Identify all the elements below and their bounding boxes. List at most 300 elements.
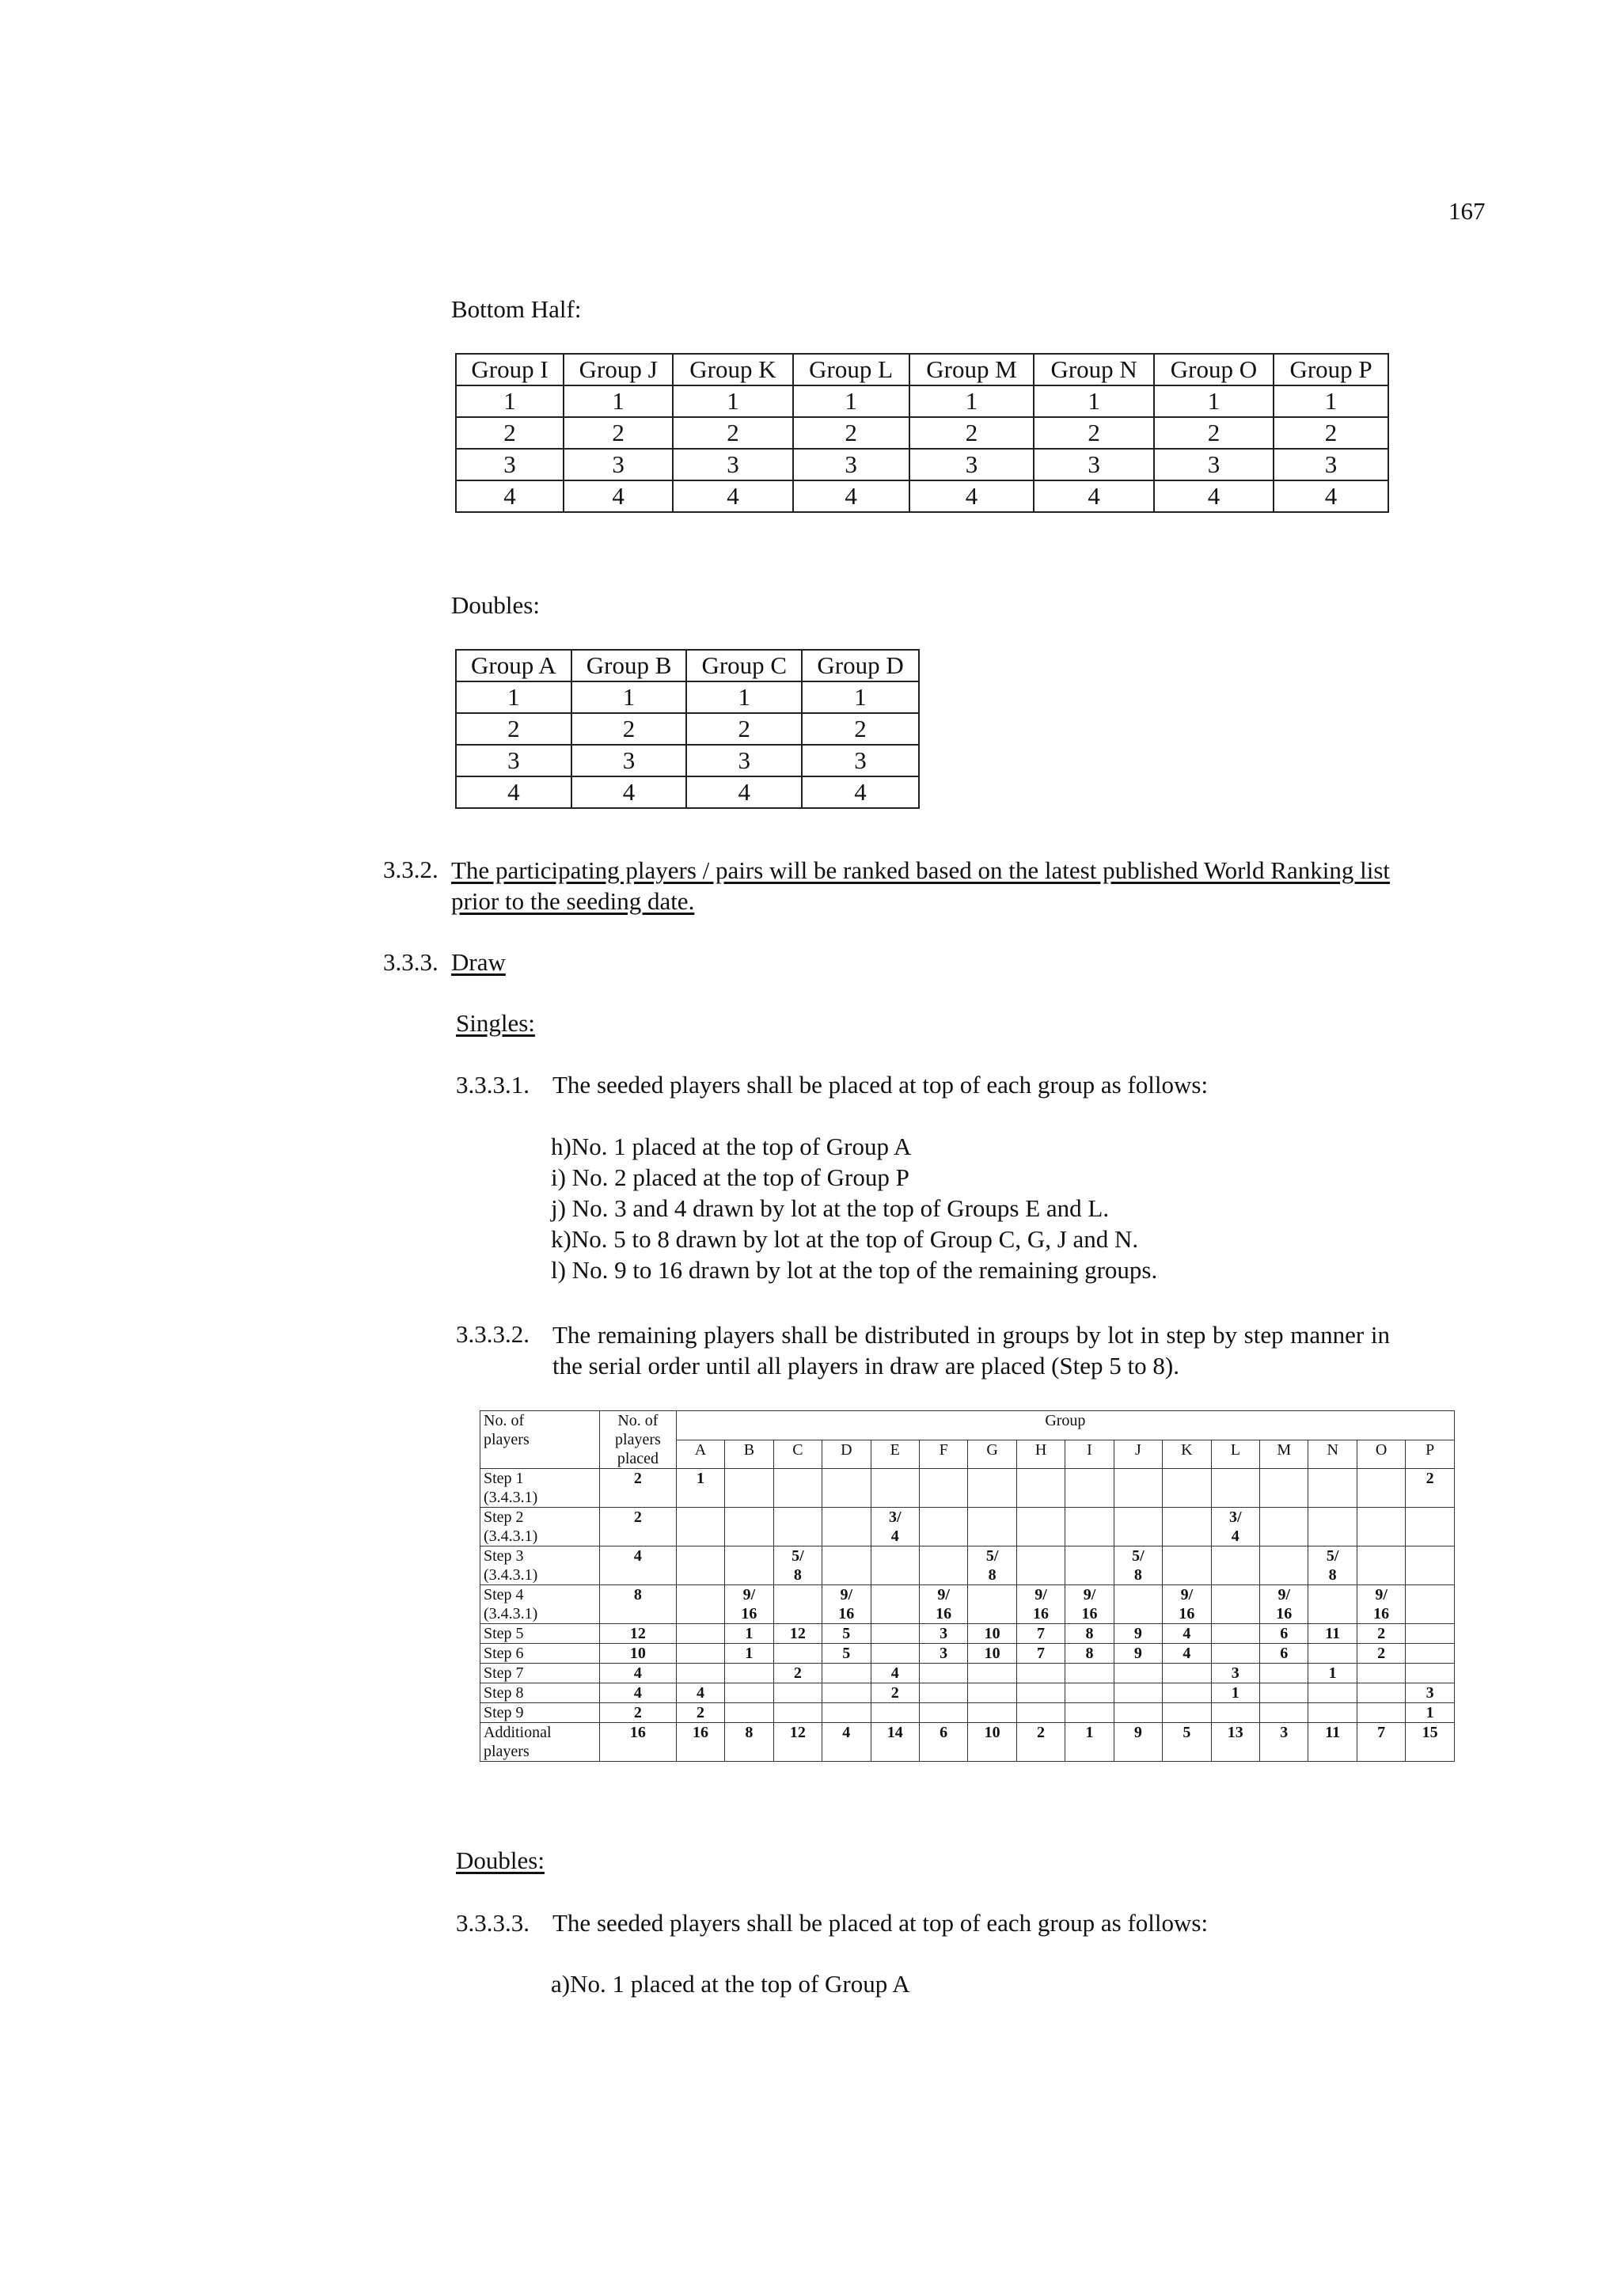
group-column-header: E <box>871 1440 919 1469</box>
cell-line: 9/ <box>1277 1586 1291 1603</box>
table-cell: 2 <box>456 713 571 745</box>
group-cell <box>919 1664 967 1683</box>
table-cell: 1 <box>909 385 1034 417</box>
group-cell <box>1065 1664 1114 1683</box>
table-row <box>480 1585 1455 1624</box>
step-label <box>480 1664 600 1683</box>
table-cell: 1 <box>1154 385 1274 417</box>
header-row <box>480 1411 1455 1440</box>
group-column-header: P <box>1406 1440 1455 1469</box>
table-row <box>480 1723 1455 1762</box>
cell-line: Step 2 <box>484 1509 524 1526</box>
group-cell <box>871 1546 919 1585</box>
group-cell <box>1260 1624 1308 1644</box>
group-cell <box>1260 1469 1308 1508</box>
group-cell <box>725 1469 773 1508</box>
table-row <box>456 713 919 745</box>
table-cell: 1 <box>456 681 571 713</box>
players-placed: 2 <box>600 1469 677 1508</box>
table-cell: 2 <box>571 713 687 745</box>
group-column-header: H <box>1016 1440 1065 1469</box>
group-cell <box>1016 1644 1065 1664</box>
step-label <box>480 1644 600 1664</box>
group-cell <box>1357 1546 1405 1585</box>
cell-line: 9/ <box>742 1586 756 1603</box>
group-cell <box>1065 1644 1114 1664</box>
step-label <box>480 1469 600 1508</box>
cell-line: 8 <box>793 1566 802 1584</box>
group-cell <box>1357 1723 1405 1762</box>
table-cell: 3 <box>673 449 792 480</box>
group-cell <box>1260 1723 1308 1762</box>
group-cell <box>968 1723 1016 1762</box>
cell-line: 2 <box>1037 1724 1046 1741</box>
table-cell: 3 <box>456 449 564 480</box>
table-cell: 3 <box>564 449 673 480</box>
table-cell: 1 <box>456 385 564 417</box>
group-cell <box>968 1624 1016 1644</box>
group-cell <box>1357 1664 1405 1683</box>
cell-line: 8 <box>1133 1566 1142 1584</box>
group-cell <box>871 1624 919 1644</box>
table-cell: 2 <box>1154 417 1274 449</box>
cell-line: 4 <box>1183 1625 1191 1642</box>
cell-line: 2 <box>1425 1470 1434 1487</box>
draw-distribution-table <box>480 1410 1455 1762</box>
cell-line: 4 <box>696 1684 704 1702</box>
cell-line: 6 <box>1280 1645 1289 1662</box>
group-cell <box>1114 1664 1162 1683</box>
group-cell <box>822 1703 871 1723</box>
group-cell <box>871 1585 919 1624</box>
group-cell <box>1114 1469 1162 1508</box>
group-column-header: O <box>1357 1440 1405 1469</box>
column-header: Group P <box>1274 354 1388 385</box>
group-cell <box>1211 1723 1259 1762</box>
group-cell <box>1016 1703 1065 1723</box>
group-cell <box>1163 1469 1211 1508</box>
column-header: Group M <box>909 354 1034 385</box>
players-placed: 4 <box>600 1683 677 1703</box>
group-cell <box>773 1664 822 1683</box>
group-cell <box>1308 1546 1357 1585</box>
group-cell <box>1406 1508 1455 1546</box>
group-cell <box>1163 1644 1211 1664</box>
group-cell <box>1016 1585 1065 1624</box>
group-cell <box>1065 1508 1114 1546</box>
group-cell <box>919 1644 967 1664</box>
group-column-header: B <box>725 1440 773 1469</box>
group-cell <box>1211 1683 1259 1703</box>
section-3-3-2-text: The participating players / pairs will be ranked based on the latest published World Ranking list prior to the seeding date. <box>451 856 1390 915</box>
group-cell <box>1163 1546 1211 1585</box>
cell-line: 12 <box>789 1625 806 1642</box>
cell-line: 16 <box>741 1605 757 1622</box>
table-row <box>456 776 919 808</box>
group-column-header: D <box>822 1440 871 1469</box>
group-cell <box>1308 1585 1357 1624</box>
group-cell <box>1114 1703 1162 1723</box>
cell-line: 3 <box>1425 1684 1434 1702</box>
cell-line: 9/ <box>937 1586 950 1603</box>
cell-line: 3/ <box>888 1509 902 1526</box>
cell-line: 3/ <box>1229 1509 1242 1526</box>
step-label <box>480 1624 600 1644</box>
group-cell <box>1406 1469 1455 1508</box>
cell-line: 9/ <box>1034 1586 1047 1603</box>
cell-line: 9 <box>1133 1625 1142 1642</box>
step-label <box>480 1585 600 1624</box>
group-cell <box>773 1703 822 1723</box>
cell-line: 1 <box>1425 1704 1434 1721</box>
group-cell <box>773 1644 822 1664</box>
page-number: 167 <box>1448 197 1486 225</box>
group-cell <box>1065 1585 1114 1624</box>
column-header: Group L <box>793 354 909 385</box>
table-cell: 4 <box>793 480 909 512</box>
group-cell <box>1260 1585 1308 1624</box>
group-cell <box>1406 1585 1455 1624</box>
table-cell: 1 <box>673 385 792 417</box>
cell-line: 9/ <box>1375 1586 1388 1603</box>
group-cell <box>1260 1546 1308 1585</box>
table-cell: 4 <box>1154 480 1274 512</box>
cell-line: 5 <box>1183 1724 1191 1741</box>
group-cell <box>1308 1508 1357 1546</box>
cell-line: 6 <box>940 1724 948 1741</box>
group-cell <box>1114 1585 1162 1624</box>
cell-line: 2 <box>890 1684 899 1702</box>
group-cell <box>1260 1664 1308 1683</box>
group-column-header: G <box>968 1440 1016 1469</box>
cell-line: 13 <box>1227 1724 1243 1741</box>
group-cell <box>1163 1664 1211 1683</box>
group-cell <box>871 1723 919 1762</box>
cell-line: 8 <box>1085 1645 1094 1662</box>
table-row <box>456 681 919 713</box>
cell-line: 5/ <box>792 1547 804 1565</box>
cell-line: 9/ <box>1083 1586 1096 1603</box>
players-placed: 12 <box>600 1624 677 1644</box>
step-label <box>480 1723 600 1762</box>
table-cell: 4 <box>564 480 673 512</box>
group-cell <box>725 1683 773 1703</box>
cell-line: 9 <box>1133 1724 1142 1741</box>
group-cell <box>1357 1683 1405 1703</box>
group-cell <box>1114 1546 1162 1585</box>
column-header: Group I <box>456 354 564 385</box>
group-cell <box>822 1508 871 1546</box>
group-cell <box>919 1703 967 1723</box>
cell-line: 3 <box>1280 1724 1289 1741</box>
group-cell <box>968 1664 1016 1683</box>
group-cell <box>1357 1644 1405 1664</box>
table-row <box>480 1683 1455 1703</box>
table-cell: 3 <box>1154 449 1274 480</box>
cell-line: 11 <box>1325 1625 1341 1642</box>
column-header: Group O <box>1154 354 1274 385</box>
section-3-3-3-3-text: The seeded players shall be placed at top of each group as follows: <box>552 1909 1209 1937</box>
table-cell: 3 <box>793 449 909 480</box>
group-cell <box>968 1469 1016 1508</box>
group-cell <box>1016 1469 1065 1508</box>
cell-line: (3.4.3.1) <box>484 1566 538 1584</box>
group-cell <box>919 1624 967 1644</box>
cell-line: 16 <box>1081 1605 1098 1622</box>
table-cell: 2 <box>564 417 673 449</box>
cell-line: 16 <box>838 1605 855 1622</box>
table-cell: 1 <box>564 385 673 417</box>
cell-line: 16 <box>692 1724 708 1741</box>
group-cell <box>1016 1683 1065 1703</box>
cell-line: players <box>484 1743 530 1760</box>
seed-item: h)No. 1 placed at the top of Group A <box>551 1133 912 1160</box>
group-cell <box>773 1546 822 1585</box>
group-cell <box>725 1703 773 1723</box>
group-cell <box>1406 1723 1455 1762</box>
group-column-header: I <box>1065 1440 1114 1469</box>
group-cell <box>1211 1644 1259 1664</box>
group-cell <box>822 1723 871 1762</box>
cell-line: 4 <box>1183 1645 1191 1662</box>
group-cell <box>919 1683 967 1703</box>
cell-line: No. of <box>484 1412 525 1429</box>
seed-item: l) No. 9 to 16 drawn by lot at the top of the remaining groups. <box>551 1256 1158 1284</box>
cell-line: 6 <box>1280 1625 1289 1642</box>
group-cell <box>773 1508 822 1546</box>
singles-heading: Singles: <box>456 1009 535 1037</box>
cell-line: 4 <box>1231 1528 1239 1545</box>
group-cell <box>676 1469 724 1508</box>
group-cell <box>676 1624 724 1644</box>
group-cell <box>1308 1624 1357 1644</box>
group-cell <box>1163 1624 1211 1644</box>
cell-line: 8 <box>1328 1566 1337 1584</box>
seed-item: a)No. 1 placed at the top of Group A <box>551 1970 910 1998</box>
cell-line: 16 <box>1033 1605 1050 1622</box>
table-row <box>456 385 1388 417</box>
table-cell: 2 <box>1274 417 1388 449</box>
cell-line: 10 <box>984 1625 1000 1642</box>
players-placed: 2 <box>600 1703 677 1723</box>
column-header: Group K <box>673 354 792 385</box>
cell-line: 1 <box>1231 1684 1239 1702</box>
cell-line: Additional <box>484 1724 552 1741</box>
group-column-header: L <box>1211 1440 1259 1469</box>
group-cell <box>1357 1703 1405 1723</box>
cell-line: 1 <box>1328 1664 1337 1682</box>
table-cell: 1 <box>1274 385 1388 417</box>
column-header: Group J <box>564 354 673 385</box>
cell-line: 9 <box>1133 1645 1142 1662</box>
doubles-table <box>455 649 920 809</box>
section-3-3-3-number: 3.3.3. <box>383 948 438 976</box>
table-cell: 2 <box>909 417 1034 449</box>
group-cell <box>822 1683 871 1703</box>
players-placed: 2 <box>600 1508 677 1546</box>
table-cell: 1 <box>1034 385 1153 417</box>
doubles-table-heading: Doubles: <box>451 591 540 619</box>
group-cell <box>1065 1469 1114 1508</box>
section-3-3-3-3-number: 3.3.3.3. <box>456 1909 530 1937</box>
table-cell: 4 <box>673 480 792 512</box>
header-row <box>456 650 919 681</box>
cell-line: 4 <box>890 1528 899 1545</box>
group-cell <box>1065 1683 1114 1703</box>
table-cell: 4 <box>456 480 564 512</box>
group-cell <box>1163 1723 1211 1762</box>
table-cell: 3 <box>1274 449 1388 480</box>
cell-line: Step 8 <box>484 1684 524 1702</box>
header-row <box>456 354 1388 385</box>
seed-item: i) No. 2 placed at the top of Group P <box>551 1163 909 1191</box>
section-3-3-3-2-number: 3.3.3.2. <box>456 1320 530 1348</box>
cell-line: 2 <box>696 1704 704 1721</box>
col-no-of-players <box>480 1411 600 1469</box>
cell-line: 8 <box>1085 1625 1094 1642</box>
cell-line: 3 <box>940 1645 948 1662</box>
group-cell <box>676 1546 724 1585</box>
group-cell <box>773 1469 822 1508</box>
step-label <box>480 1703 600 1723</box>
table-cell: 3 <box>1034 449 1153 480</box>
group-cell <box>871 1469 919 1508</box>
group-cell <box>1406 1624 1455 1644</box>
cell-line: Step 4 <box>484 1586 524 1603</box>
group-cell <box>1308 1723 1357 1762</box>
group-cell <box>725 1508 773 1546</box>
cell-line: players <box>615 1431 661 1448</box>
table-row <box>480 1469 1455 1508</box>
group-cell <box>1211 1585 1259 1624</box>
group-column-header: N <box>1308 1440 1357 1469</box>
cell-line: 7 <box>1037 1625 1046 1642</box>
group-cell <box>1357 1624 1405 1644</box>
section-3-3-3-1-number: 3.3.3.1. <box>456 1071 530 1099</box>
cell-line: (3.4.3.1) <box>484 1605 538 1622</box>
cell-line: 2 <box>793 1664 802 1682</box>
table-cell: 4 <box>686 776 802 808</box>
cell-line: 5/ <box>1326 1547 1339 1565</box>
group-cell <box>1406 1703 1455 1723</box>
players-placed: 4 <box>600 1546 677 1585</box>
cell-line: Step 1 <box>484 1470 524 1487</box>
table-cell: 2 <box>802 713 919 745</box>
cell-line: 11 <box>1325 1724 1341 1741</box>
group-cell <box>919 1585 967 1624</box>
group-cell <box>676 1664 724 1683</box>
group-cell <box>1065 1624 1114 1644</box>
group-cell <box>1211 1703 1259 1723</box>
group-cell <box>1114 1624 1162 1644</box>
group-header: Group <box>676 1411 1454 1440</box>
group-cell <box>1211 1664 1259 1683</box>
table-row <box>456 417 1388 449</box>
group-cell <box>1211 1469 1259 1508</box>
bottom-half-table <box>455 353 1389 513</box>
group-cell <box>822 1469 871 1508</box>
table-row <box>480 1624 1455 1644</box>
section-3-3-3-1-text: The seeded players shall be placed at top of each group as follows: <box>552 1071 1209 1099</box>
cell-line: 7 <box>1037 1645 1046 1662</box>
group-cell <box>1260 1703 1308 1723</box>
group-cell <box>676 1585 724 1624</box>
group-cell <box>1065 1723 1114 1762</box>
group-cell <box>725 1585 773 1624</box>
group-cell <box>968 1644 1016 1664</box>
cell-line: 16 <box>1276 1605 1293 1622</box>
cell-line: Step 7 <box>484 1664 524 1682</box>
table-cell: 4 <box>1034 480 1153 512</box>
group-cell <box>773 1683 822 1703</box>
group-cell <box>1260 1508 1308 1546</box>
group-cell <box>676 1703 724 1723</box>
group-cell <box>725 1644 773 1664</box>
group-cell <box>1308 1683 1357 1703</box>
cell-line: 3 <box>1231 1664 1239 1682</box>
table-row <box>480 1664 1455 1683</box>
cell-line: placed <box>617 1450 659 1467</box>
col-no-of-players-placed <box>600 1411 677 1469</box>
cell-line: 10 <box>984 1645 1000 1662</box>
doubles-heading: Doubles: <box>456 1846 545 1874</box>
cell-line: 16 <box>936 1605 952 1622</box>
group-cell <box>1163 1703 1211 1723</box>
group-cell <box>773 1723 822 1762</box>
column-header: Group B <box>571 650 687 681</box>
table-row <box>480 1644 1455 1664</box>
group-cell <box>1406 1664 1455 1683</box>
group-cell <box>822 1624 871 1644</box>
cell-line: 1 <box>745 1645 754 1662</box>
table-cell: 3 <box>456 745 571 776</box>
cell-line: players <box>484 1431 530 1448</box>
group-cell <box>822 1664 871 1683</box>
cell-line: Step 9 <box>484 1704 524 1721</box>
group-cell <box>773 1624 822 1644</box>
group-cell <box>919 1546 967 1585</box>
table-cell: 3 <box>571 745 687 776</box>
table-cell: 4 <box>456 776 571 808</box>
table-row <box>480 1546 1455 1585</box>
group-cell <box>1163 1585 1211 1624</box>
group-column-header: C <box>773 1440 822 1469</box>
group-cell <box>822 1644 871 1664</box>
column-header: Group N <box>1034 354 1153 385</box>
group-cell <box>1163 1683 1211 1703</box>
group-cell <box>1065 1703 1114 1723</box>
cell-line: Step 6 <box>484 1645 524 1662</box>
group-cell <box>822 1546 871 1585</box>
cell-line: Step 3 <box>484 1547 524 1565</box>
group-column-header: K <box>1163 1440 1211 1469</box>
cell-line: 2 <box>1377 1625 1386 1642</box>
column-header: Group D <box>802 650 919 681</box>
group-cell <box>1016 1546 1065 1585</box>
table-row <box>456 745 919 776</box>
group-cell <box>1406 1546 1455 1585</box>
group-cell <box>968 1508 1016 1546</box>
cell-line: (3.4.3.1) <box>484 1489 538 1506</box>
cell-line: 16 <box>1373 1605 1390 1622</box>
players-placed: 16 <box>600 1723 677 1762</box>
group-cell <box>1211 1624 1259 1644</box>
table-cell: 4 <box>1274 480 1388 512</box>
group-cell <box>676 1683 724 1703</box>
column-header: Group A <box>456 650 571 681</box>
cell-line: 15 <box>1422 1724 1438 1741</box>
cell-line: 4 <box>842 1724 851 1741</box>
